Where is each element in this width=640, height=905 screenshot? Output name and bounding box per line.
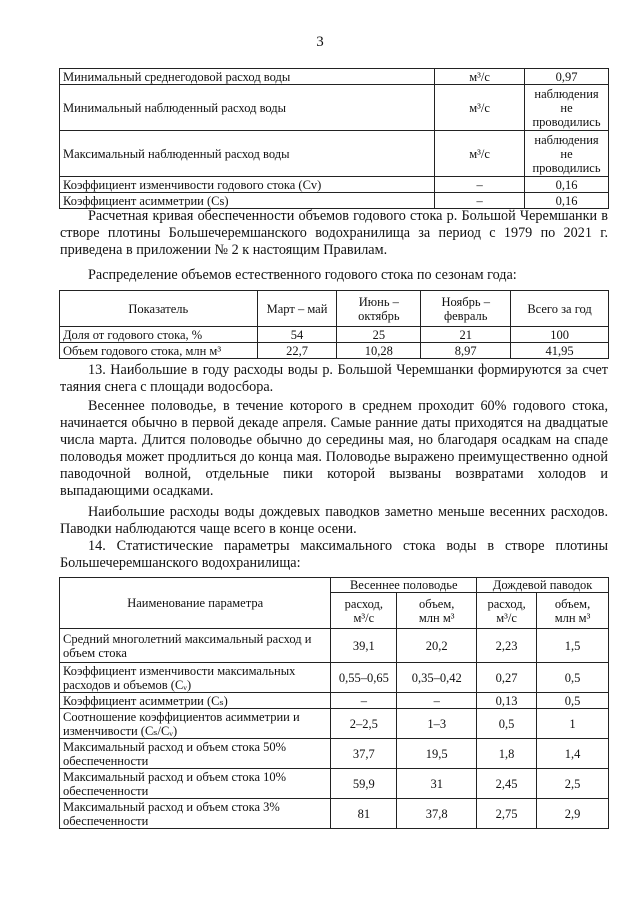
table-header-row [60,291,609,327]
col-header: Июнь – октябрь [337,291,421,327]
cell-value: 100 [511,327,609,343]
cell-value: 2,23 [477,629,537,663]
cell-value: 2,75 [477,799,537,829]
table-row [60,629,609,663]
table-row [60,663,609,693]
cell-value: 81 [331,799,397,829]
cell-value: 20,2 [397,629,477,663]
cell-value: – [331,693,397,709]
row-label: Доля от годового стока, % [60,327,258,343]
cell-value: 1–3 [397,709,477,739]
sub-header-flow [477,593,537,629]
cell-value: 0,5 [477,709,537,739]
paragraph-curve: Расчетная кривая обеспеченности объемов годового стока р. Большой Черемшанки в створе плотины Большечеремшанского водохранилища за период с 1979 по 2021 г. приведена в приложении № 2 к настоящим Правилам. [60,208,608,258]
paragraph-rain-floods: Наибольшие расходы воды дождевых паводков заметно меньше весенних расходов. Паводки наблюдаются чаще всего в конце осени. [60,504,608,537]
sub-header-unit: м³/с [353,610,375,625]
paragraph-spring-flood: Весеннее половодье, в течение которого в среднем проходит 60% годового стока, начинается обычно в первой декаде апреля. Самые ранние даты приходятся на двадцатые числа марта. Длится половодье обычно до середины мая, но благодаря осадкам на спаде половодья может продлиться до конца мая. Половодье выражено преимущественно одной паводочной волной, отдельные пики которой вызваны возвратами холодов и выпадающими осадками. [60,398,608,499]
paragraph-distribution: Распределение объемов естественного годового стока по сезонам года: [88,267,517,283]
param-unit: – [435,177,525,193]
param-value: 0,97 [525,69,609,85]
col-header: Март – май [257,291,337,327]
sub-header-label: объем, [419,596,455,611]
param-unit: м³/с [435,131,525,177]
param-unit: – [435,193,525,209]
cell-value: 39,1 [331,629,397,663]
cell-value: 54 [257,327,337,343]
table-row [60,69,609,85]
cell-value: 25 [337,327,421,343]
cell-value: – [397,693,477,709]
sub-header-unit: млн м³ [554,610,591,625]
table-row [60,193,609,209]
param-name: Коэффициент асимметрии (Cs) [60,193,435,209]
seasonal-runoff-table [59,290,609,359]
param-value: наблюдения не проводились [525,85,609,131]
sub-header-volume [537,593,609,629]
row-label: Максимальный расход и объем стока 3% обеспеченности [60,799,331,829]
table-row [60,799,609,829]
cell-value: 0,27 [477,663,537,693]
sub-header-label: расход, [487,596,526,611]
cell-value: 37,7 [331,739,397,769]
table-header-row [60,578,609,593]
sub-header-volume [397,593,477,629]
table-row [60,693,609,709]
cell-value: 0,55–0,65 [331,663,397,693]
cell-value: 2,5 [537,769,609,799]
table-row [60,709,609,739]
sub-header-flow [331,593,397,629]
cell-value: 0,5 [537,663,609,693]
cell-value: 1,5 [537,629,609,663]
cell-value: 59,9 [331,769,397,799]
sub-header-label: расход, [344,596,383,611]
row-label: Коэффициент изменчивости максимальных расходов и объемов (Cᵥ) [60,663,331,693]
cell-value: 2,9 [537,799,609,829]
cell-value: 10,28 [337,343,421,359]
table-row [60,177,609,193]
col-header: Показатель [60,291,258,327]
cell-value: 1 [537,709,609,739]
cell-value: 2–2,5 [331,709,397,739]
cell-value: 0,5 [537,693,609,709]
param-name: Коэффициент изменчивости годового стока (Cv) [60,177,435,193]
sub-header-unit: млн м³ [418,610,455,625]
table-row [60,343,609,359]
cell-value: 22,7 [257,343,337,359]
param-unit: м³/с [435,85,525,131]
cell-value: 1,4 [537,739,609,769]
param-name: Минимальный среднегодовой расход воды [60,69,435,85]
cell-value: 37,8 [397,799,477,829]
max-runoff-table [59,577,609,829]
row-label: Максимальный расход и объем стока 10% обеспеченности [60,769,331,799]
cell-value: 21 [421,327,511,343]
table-row [60,327,609,343]
cell-value: 0,35–0,42 [397,663,477,693]
group-header-spring: Весеннее половодье [331,578,477,593]
row-label: Объем годового стока, млн м³ [60,343,258,359]
param-value: 0,16 [525,193,609,209]
param-value: наблюдения не проводились [525,131,609,177]
row-label: Средний многолетний максимальный расход и объем стока [60,629,331,663]
param-name: Минимальный наблюденный расход воды [60,85,435,131]
col-header: Ноябрь – февраль [421,291,511,327]
col-header-name: Наименование параметра [60,578,331,629]
table-row [60,739,609,769]
sub-header-unit: м³/с [496,610,517,625]
sub-header-label: объем, [554,596,591,611]
cell-value: 31 [397,769,477,799]
paragraph-14: 14. Статистические параметры максимального стока воды в створе плотины Большечеремшанского водохранилища: [60,538,608,571]
group-header-rain: Дождевой паводок [477,578,609,593]
cell-value: 19,5 [397,739,477,769]
param-unit: м³/с [435,69,525,85]
table-row [60,131,609,177]
row-label: Максимальный расход и объем стока 50% обеспеченности [60,739,331,769]
cell-value: 8,97 [421,343,511,359]
cell-value: 0,13 [477,693,537,709]
hydro-params-table [59,68,609,209]
paragraph-13: 13. Наибольшие в году расходы воды р. Большой Черемшанки формируются за счет таяния снега с площади водосбора. [60,362,608,395]
col-header: Всего за год [511,291,609,327]
cell-value: 41,95 [511,343,609,359]
table-row [60,769,609,799]
table-row [60,85,609,131]
row-label: Коэффициент асимметрии (Cₛ) [60,693,331,709]
page-number: 3 [316,34,324,50]
row-label: Соотношение коэффициентов асимметрии и изменчивости (Cₛ/Cᵥ) [60,709,331,739]
cell-value: 1,8 [477,739,537,769]
param-name: Максимальный наблюденный расход воды [60,131,435,177]
param-value: 0,16 [525,177,609,193]
cell-value: 2,45 [477,769,537,799]
